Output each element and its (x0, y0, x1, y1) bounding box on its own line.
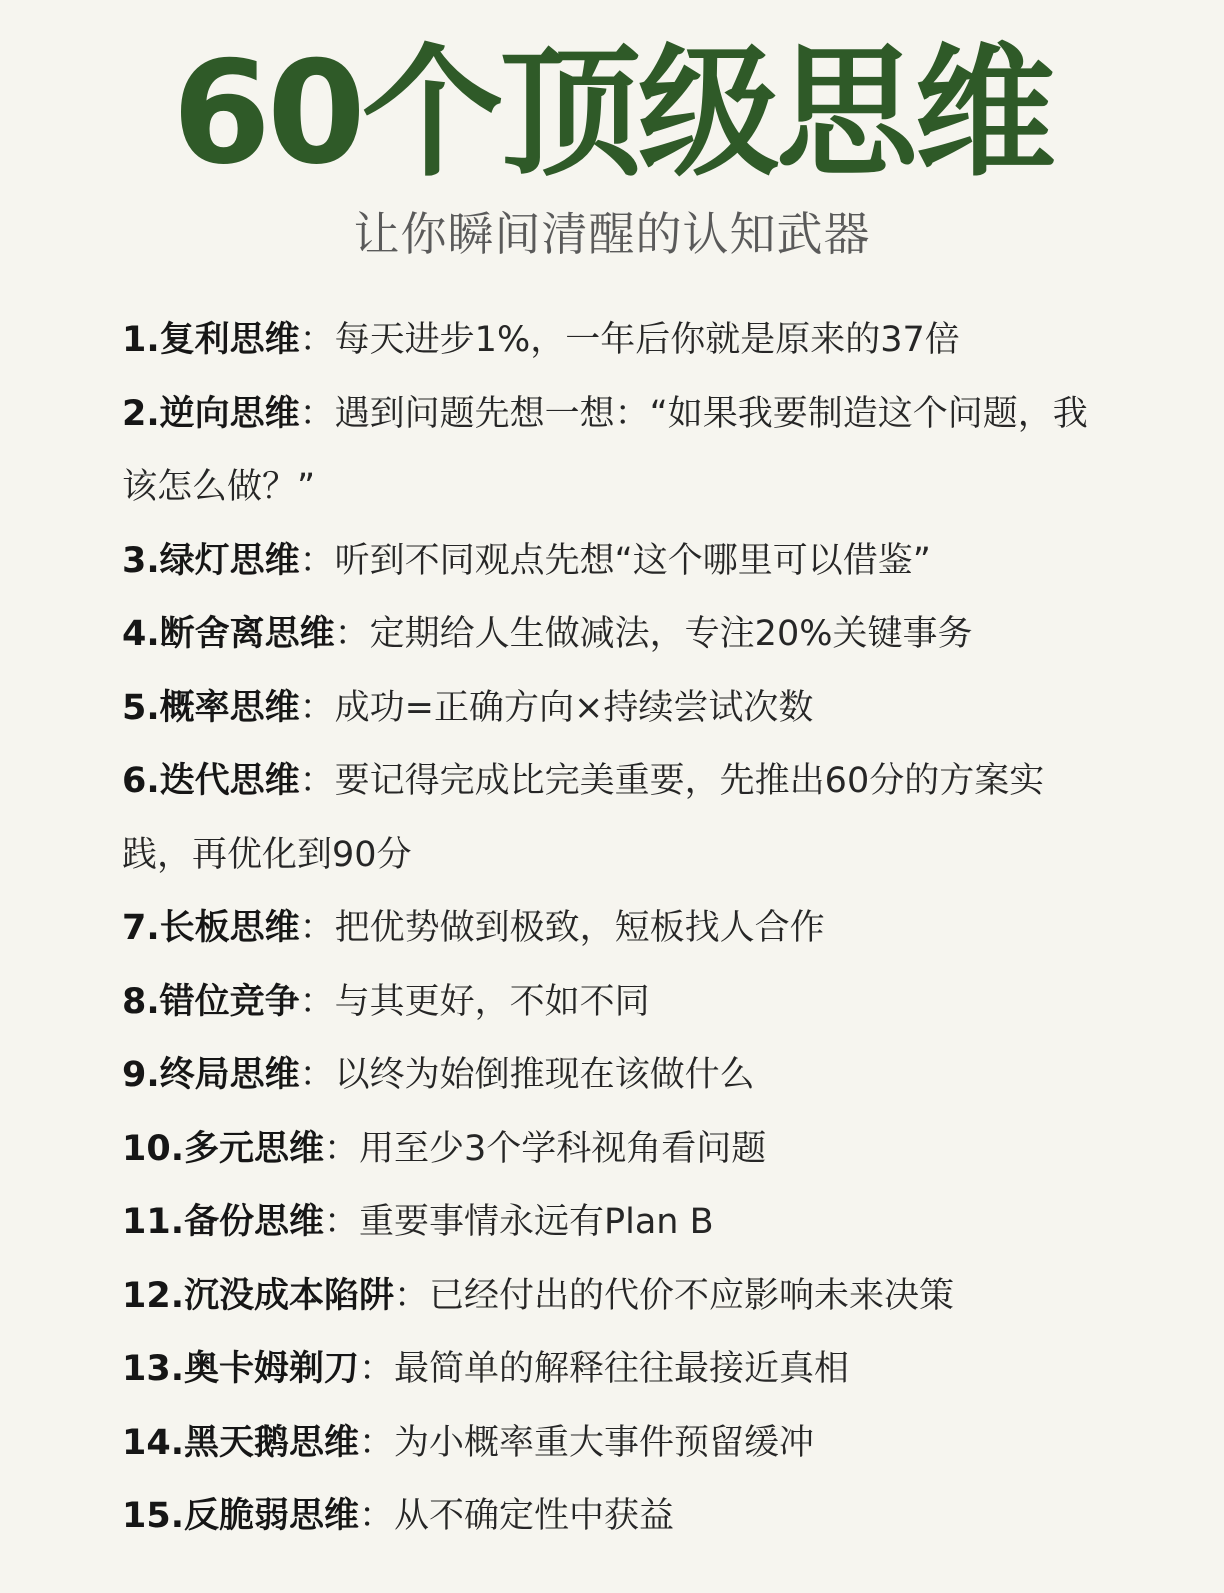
item-term: 8.错位竞争 (122, 981, 300, 1022)
list-item (122, 1039, 1104, 1113)
item-term: 5.概率思维 (122, 687, 300, 728)
list-item (122, 304, 1104, 378)
item-description: 听到不同观点先想“这个哪里可以借鉴” (334, 540, 931, 581)
list-item (122, 966, 1104, 1040)
item-term: 3.绿灯思维 (122, 540, 300, 581)
item-term: 2.逆向思维 (122, 393, 300, 434)
item-term: 15.反脆弱思维 (122, 1496, 360, 1536)
item-separator: ： (394, 1275, 430, 1316)
item-term: 7.长板思维 (122, 908, 300, 948)
item-separator: ： (334, 614, 370, 654)
item-description: 遇到问题先想一想：“如果我要制造这个问题，我该怎么做？” (122, 393, 1088, 507)
item-description: 定期给人生做减法，专注20%关键事务 (369, 614, 973, 654)
item-description: 成功=正确方向×持续尝试次数 (334, 687, 814, 728)
page-subtitle: 让你瞬间清醒的认知武器 (353, 207, 871, 261)
list-item (122, 378, 1104, 525)
item-separator: ： (359, 1422, 395, 1463)
list-item (122, 1260, 1104, 1334)
item-separator: ： (324, 1202, 360, 1242)
item-separator: ： (299, 1055, 335, 1095)
item-description: 要记得完成比完美重要，先推出60分的方案实践，再优化到90分 (122, 761, 1045, 875)
item-term: 10.多元思维 (122, 1128, 325, 1169)
list-item (122, 1333, 1104, 1407)
item-description: 以终为始倒推现在该做什么 (334, 1055, 755, 1095)
item-description: 已经付出的代价不应影响未来决策 (429, 1275, 955, 1316)
list-item (122, 1113, 1104, 1187)
thinking-list (0, 304, 1224, 1554)
page-title: 60个顶级思维 (172, 31, 1052, 196)
item-term: 4.断舍离思维 (122, 614, 335, 654)
item-description: 重要事情永远有Plan B (359, 1202, 714, 1242)
list-item (122, 1186, 1104, 1260)
item-description: 每天进步1%，一年后你就是原来的37倍 (334, 320, 960, 360)
item-description: 从不确定性中获益 (394, 1496, 675, 1536)
item-separator: ： (324, 1128, 360, 1169)
item-description: 为小概率重大事件预留缓冲 (394, 1422, 815, 1463)
item-description: 与其更好，不如不同 (334, 981, 650, 1022)
item-separator: ： (299, 540, 335, 581)
item-separator: ： (299, 908, 335, 948)
item-term: 6.迭代思维 (122, 761, 300, 801)
item-separator: ： (359, 1496, 395, 1536)
item-separator: ： (299, 981, 335, 1022)
item-description: 用至少3个学科视角看问题 (359, 1128, 767, 1169)
item-separator: ： (299, 393, 335, 434)
item-separator: ： (299, 761, 335, 801)
item-term: 11.备份思维 (122, 1202, 325, 1242)
list-item (122, 1407, 1104, 1481)
item-term: 9.终局思维 (122, 1055, 300, 1095)
item-separator: ： (299, 687, 335, 728)
item-separator: ： (299, 320, 335, 360)
list-item (122, 1480, 1104, 1554)
list-item (122, 745, 1104, 892)
list-item (122, 892, 1104, 966)
item-description: 最简单的解释往往最接近真相 (394, 1349, 850, 1389)
item-separator: ： (359, 1349, 395, 1389)
list-item (122, 598, 1104, 672)
item-term: 13.奥卡姆剃刀 (122, 1349, 360, 1389)
item-term: 1.复利思维 (122, 320, 300, 360)
item-term: 14.黑天鹅思维 (122, 1422, 360, 1463)
item-term: 12.沉没成本陷阱 (122, 1275, 395, 1316)
list-item (122, 525, 1104, 599)
item-description: 把优势做到极致，短板找人合作 (334, 908, 825, 948)
list-item (122, 672, 1104, 746)
